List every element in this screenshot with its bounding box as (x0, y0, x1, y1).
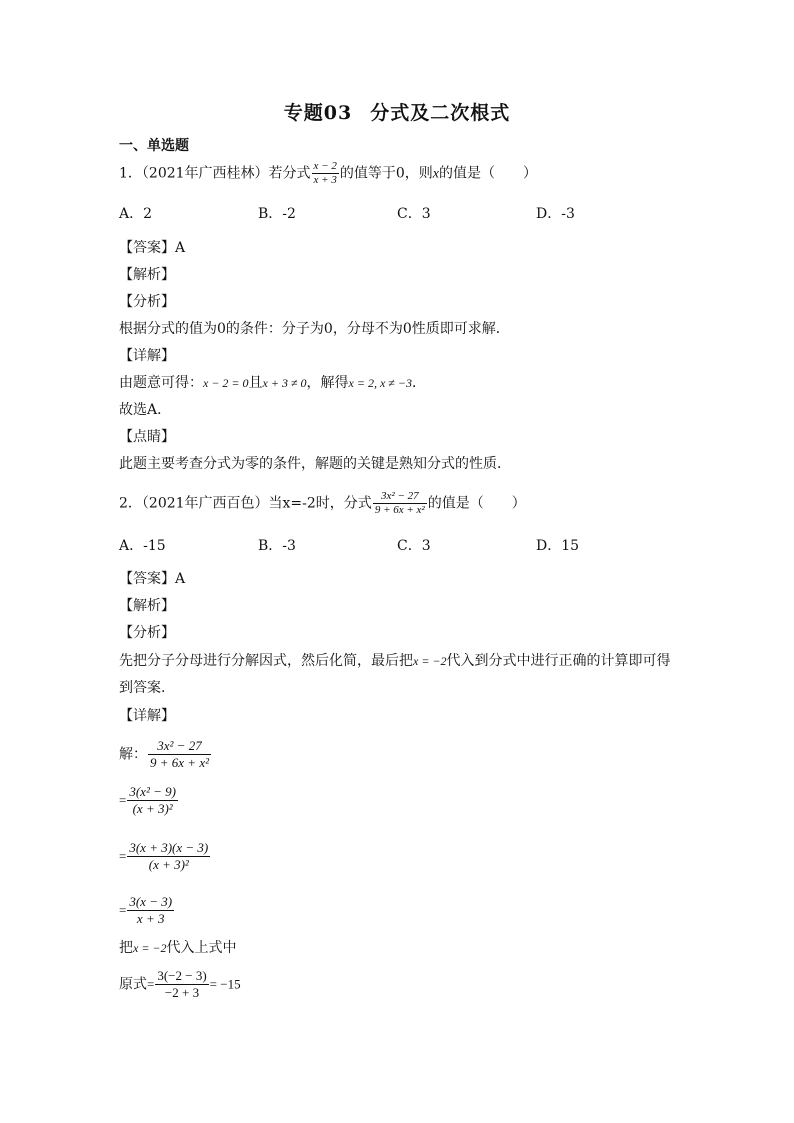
title-topic-name: 分式及二次根式 (370, 102, 511, 124)
q2-substitute: 把x = −2代入上式中 (119, 940, 237, 956)
q2-step3-fraction: $\frac{3(x - 3)}{x + 3}$ (129, 894, 173, 926)
q1-dianjing-label: 【点睛】 (119, 429, 175, 445)
q1-option-c: C．3 (397, 206, 431, 222)
q1-answer: 【答案】A (119, 240, 186, 256)
q1-fenxi-label: 【分析】 (119, 294, 175, 310)
q2-option-b: B．-3 (258, 538, 296, 554)
q2-step1-fraction: $\frac{\text{3(x² − 9)}}{\text{(x + 3)²}}$ (129, 784, 176, 816)
q1-option-d: D．-3 (536, 206, 575, 222)
q2-option-d: D．15 (536, 538, 580, 554)
q2-fenxi-text: 先把分子分母进行分解因式，然后化简，最后把x = −2代入到分式中进行正确的计算即可得 (119, 653, 671, 669)
q2-option-a: A．-15 (119, 538, 166, 554)
q2-analysis-label: 【解析】 (119, 598, 175, 614)
q2-step-1: = $\frac{\text{3(x² − 9)}}{\text{(x + 3)²}}$ (119, 784, 176, 816)
q1-dianjing-text: 此题主要考查分式为零的条件，解题的关键是熟知分式的性质． (119, 456, 511, 472)
q1-choose: 故选A． (119, 402, 172, 418)
q2-fraction: $\frac{\text{3x² − 27}}{\text{9 + 6x + x²}}$ (374, 490, 425, 516)
q2-step0-fraction: $\frac{\text{3x² − 27}}{\text{9 + 6x + x²}}$ (150, 738, 209, 770)
q2-step-3: = $\frac{3(x - 3)}{x + 3}$ (119, 894, 173, 926)
q1-option-b: B．-2 (258, 206, 296, 222)
q2-fenxi-label: 【分析】 (119, 625, 175, 641)
q1-analysis-label: 【解析】 (119, 267, 175, 283)
q2-step-0: 解： $\frac{\text{3x² − 27}}{\text{9 + 6x + x²}}$ (119, 738, 209, 770)
q1-option-a: A．2 (119, 206, 153, 222)
q2-step-2: = $\frac{3(x + 3)(x - 3)}{\text{(x + 3)²}}$ (119, 840, 209, 872)
page-title (0, 98, 794, 125)
q2-final-fraction: $\frac{3(-2 - 3)}{-2 + 3}$ (157, 968, 207, 1000)
q2-option-c: C．3 (397, 538, 431, 554)
q2-fenxi-text-line2: 到答案. (119, 680, 166, 696)
q2-detail-label: 【详解】 (119, 708, 175, 724)
q2-final: 原式= $\frac{3(-2 - 3)}{-2 + 3}$ = −15 (119, 968, 241, 1000)
q1-detail-text: 由题意可得：x − 2 = 0且x + 3 ≠ 0，解得x = 2, x ≠ −3． (119, 375, 426, 391)
question-1-stem: 1．（2021年广西桂林）若分式 $\frac{x - 2}{x + 3}$ 的值等于0，则x的值是（ ） (119, 160, 537, 186)
question-2-stem: 2．（2021年广西百色）当x=-2时，分式 $\frac{\text{3x² − 27}}{\text{9 + 6x + x²}}$ 的值是（ ） (119, 490, 526, 516)
q1-fraction: $\frac{x - 2}{x + 3}$ (313, 160, 337, 186)
q1-detail-label: 【详解】 (119, 348, 175, 364)
section-heading: 一、单选题 (119, 138, 189, 154)
q2-step2-fraction: $\frac{3(x + 3)(x - 3)}{\text{(x + 3)²}}$ (129, 840, 209, 872)
q2-answer: 【答案】A (119, 571, 186, 587)
q1-fenxi-text: 根据分式的值为0的条件：分子为0，分母不为0性质即可求解． (119, 321, 510, 337)
title-topic-number: 专题03 (283, 102, 353, 124)
